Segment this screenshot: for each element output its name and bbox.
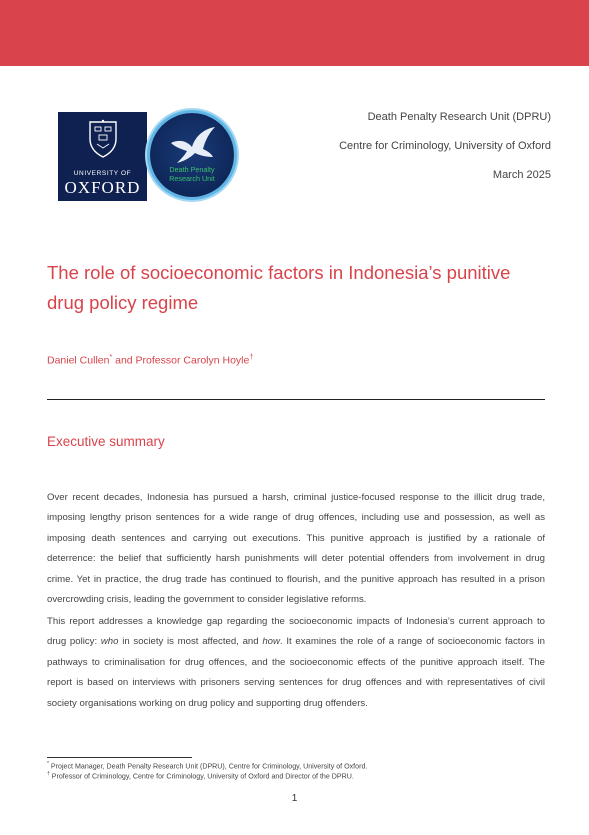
author-2-footnote-mark: † <box>249 354 254 361</box>
authors-connector: and <box>112 354 136 367</box>
oxford-logo-line1: UNIVERSITY OF <box>73 170 132 177</box>
footnote-1-mark: * <box>47 761 49 767</box>
paragraph-2-part-a: This report addresses a knowledge gap regarding the socioeconomic impacts of Indonesia’s current approach to drug policy: <box>47 616 545 648</box>
author-2: Professor Carolyn Hoyle <box>135 354 250 367</box>
footnote-divider <box>47 757 192 758</box>
section-heading: Executive summary <box>47 434 165 449</box>
header-unit: Death Penalty Research Unit (DPRU) <box>367 111 551 123</box>
paragraph-1: Over recent decades, Indonesia has pursued a harsh, criminal justice-focused response to the illicit drug trade, imposing lengthy prison sentences for a wide range of drug offences, including use and possession, as well as imposing death sentences and carrying out executions. This punitive approach is justified by a rationale of deterrence: the belief that sufficiently harsh punishments will deter potential offenders from involvement in drug crime. Yet in practice, the drug trade has continued to flourish, and the punitive approach has resulted in a prison overcrowding crisis, leading the government to consider legislative reforms. <box>47 492 545 606</box>
paragraph-2-part-b: in society is most affected, and <box>118 636 263 648</box>
header-date: March 2025 <box>492 169 551 181</box>
oxford-logo-line2: OXFORD <box>64 178 141 197</box>
footnote-1-text: Project Manager, Death Penalty Research Unit (DPRU), Centre for Criminology, University of Oxford. <box>48 762 368 771</box>
dpru-logo-text <box>150 165 234 183</box>
author-1: Daniel Cullen <box>47 354 110 367</box>
emphasis-who: who <box>100 636 119 648</box>
footnote-2-mark: † <box>47 771 50 777</box>
page-number: 1 <box>291 793 298 804</box>
oxford-crest-icon <box>87 119 119 159</box>
footnote-2 <box>47 771 354 780</box>
paragraph-2 <box>47 612 545 714</box>
header-info <box>339 111 551 198</box>
footnote-1 <box>47 761 367 770</box>
dove-icon <box>167 123 219 169</box>
oxford-logo <box>58 112 147 201</box>
dpru-logo <box>150 113 234 197</box>
paragraph-2-part-c: . It examines the role of a range of socioeconomic factors in pathways to criminalisation for drug offences, and the socioeconomic effects of the punitive approach itself. The report is based on interviews with prisoners serving sentences for drug offences and with representatives of civil society organisations working on drug policy and supporting drug offenders. <box>47 636 545 709</box>
document-title: The role of socioeconomic factors in Indonesia’s punitive drug policy regime <box>47 262 511 313</box>
dpru-logo-line2: Research Unit <box>169 174 215 183</box>
horizontal-divider <box>47 399 545 400</box>
footnote-2-text: Professor of Criminology, Centre for Criminology, University of Oxford and Director of the DPRU. <box>49 772 354 781</box>
author-1-footnote-mark: * <box>109 354 113 361</box>
dpru-logo-line1: Death Penalty <box>169 165 215 174</box>
emphasis-how: how <box>262 636 280 648</box>
header-centre: Centre for Criminology, University of Oxford <box>339 140 551 152</box>
authors-line <box>47 354 253 367</box>
top-accent-band <box>0 0 589 66</box>
